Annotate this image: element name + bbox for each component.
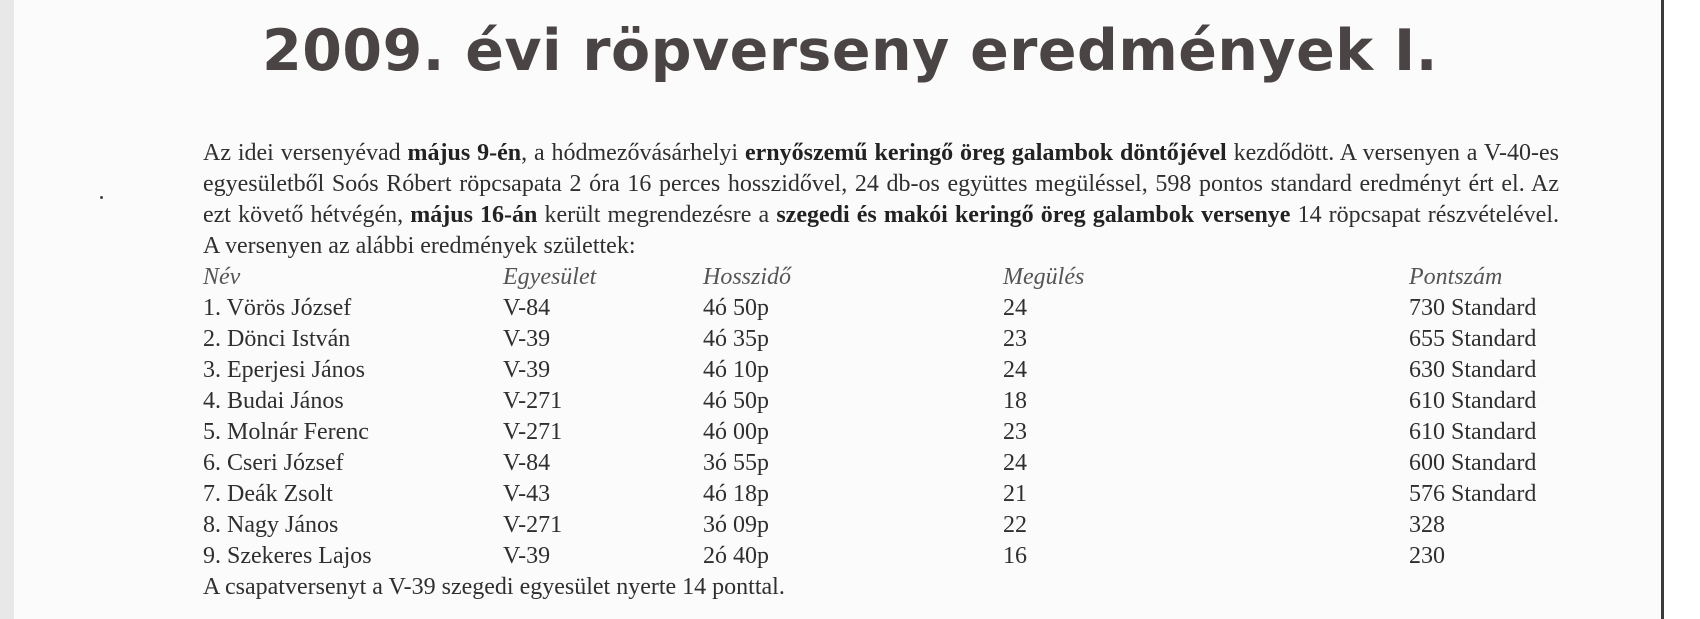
cell-club: V-271 <box>503 419 563 445</box>
cell-returns: 18 <box>1003 388 1027 414</box>
header-returns: Megülés <box>1003 264 1085 290</box>
intro-text-1: Az idei versenyévad <box>203 140 408 166</box>
cell-club: V-43 <box>503 481 551 507</box>
scan-right-edge <box>1661 0 1700 619</box>
cell-club: V-39 <box>503 326 551 352</box>
cell-returns: 24 <box>1003 357 1027 383</box>
cell-time: 2ó 40p <box>703 543 769 569</box>
cell-returns: 16 <box>1003 543 1027 569</box>
header-points: Pontszám <box>1409 264 1503 290</box>
cell-points: 610 Standard <box>1409 388 1537 414</box>
cell-points: 600 Standard <box>1409 450 1537 476</box>
cell-time: 4ó 50p <box>703 388 769 414</box>
cell-name: 5. Molnár Ferenc <box>203 419 369 445</box>
cell-club: V-39 <box>503 543 551 569</box>
cell-points: 730 Standard <box>1409 295 1537 321</box>
intro-bold-date-2: május 16-án <box>410 202 538 228</box>
table-row <box>203 417 1563 448</box>
cell-name: 1. Vörös József <box>203 295 352 321</box>
closing-sentence: A csapatversenyt a V-39 szegedi egyesület nyerte 14 ponttal. <box>203 574 785 600</box>
intro-bold-event-1: ernyőszemű keringő öreg galambok döntőjével <box>744 140 1227 166</box>
table-row <box>203 448 1563 479</box>
cell-returns: 24 <box>1003 450 1027 476</box>
cell-club: V-271 <box>503 388 563 414</box>
cell-time: 4ó 10p <box>703 357 769 383</box>
cell-returns: 21 <box>1003 481 1027 507</box>
cell-points: 655 Standard <box>1409 326 1537 352</box>
scan-speck <box>100 196 103 199</box>
results-header-row <box>203 262 1563 293</box>
header-time: Hosszidő <box>703 264 792 290</box>
intro-text-5: 14 röpcsapat részvételével. A versenyen az alábbi eredmények születtek: <box>203 202 1559 259</box>
cell-club: V-84 <box>503 295 551 321</box>
table-row <box>203 479 1563 510</box>
cell-name: 7. Deák Zsolt <box>203 481 333 507</box>
cell-points: 328 <box>1409 512 1445 538</box>
cell-club: V-271 <box>503 512 563 538</box>
cell-club: V-39 <box>503 357 551 383</box>
cell-time: 4ó 00p <box>703 419 769 445</box>
cell-points: 230 <box>1409 543 1445 569</box>
table-row <box>203 510 1563 541</box>
header-name: Név <box>203 264 241 290</box>
header-club: Egyesület <box>503 264 597 290</box>
intro-text-4: került megrendezésre a <box>537 202 777 228</box>
cell-name: 9. Szekeres Lajos <box>203 543 372 569</box>
intro-bold-date-1: május 9-én <box>407 140 522 166</box>
table-row <box>203 541 1563 572</box>
cell-time: 3ó 55p <box>703 450 769 476</box>
cell-points: 576 Standard <box>1409 481 1537 507</box>
scan-left-margin <box>0 0 14 619</box>
cell-time: 4ó 35p <box>703 326 769 352</box>
cell-time: 3ó 09p <box>703 512 769 538</box>
cell-returns: 22 <box>1003 512 1027 538</box>
cell-time: 4ó 18p <box>703 481 769 507</box>
table-row <box>203 324 1563 355</box>
table-row <box>203 293 1563 324</box>
cell-name: 2. Dönci István <box>203 326 351 352</box>
intro-text-3: kezdődött. A versenyen a V-40-es egyesületből Soós Róbert röpcsapata 2 óra 16 perces hosszidővel, 24 db-os együttes megüléssel, 598 pontos standard eredményt ért el. Az ezt követő hétvégén, <box>203 140 1560 228</box>
cell-club: V-84 <box>503 450 551 476</box>
page-title: 2009. évi röpverseny eredmények I. <box>262 18 1438 84</box>
cell-points: 630 Standard <box>1409 357 1537 383</box>
cell-returns: 23 <box>1003 419 1027 445</box>
results-table <box>203 262 1563 572</box>
cell-name: 4. Budai János <box>203 388 344 414</box>
cell-points: 610 Standard <box>1409 419 1537 445</box>
intro-paragraph <box>203 138 1559 262</box>
intro-bold-event-2: szegedi és makói keringő öreg galambok versenye <box>776 202 1291 228</box>
table-row <box>203 355 1563 386</box>
cell-name: 6. Cseri József <box>203 450 344 476</box>
intro-text-2: , a hódmezővásárhelyi <box>521 140 745 166</box>
cell-name: 3. Eperjesi János <box>203 357 365 383</box>
cell-returns: 23 <box>1003 326 1027 352</box>
cell-returns: 24 <box>1003 295 1027 321</box>
cell-time: 4ó 50p <box>703 295 769 321</box>
cell-name: 8. Nagy János <box>203 512 339 538</box>
table-row <box>203 386 1563 417</box>
